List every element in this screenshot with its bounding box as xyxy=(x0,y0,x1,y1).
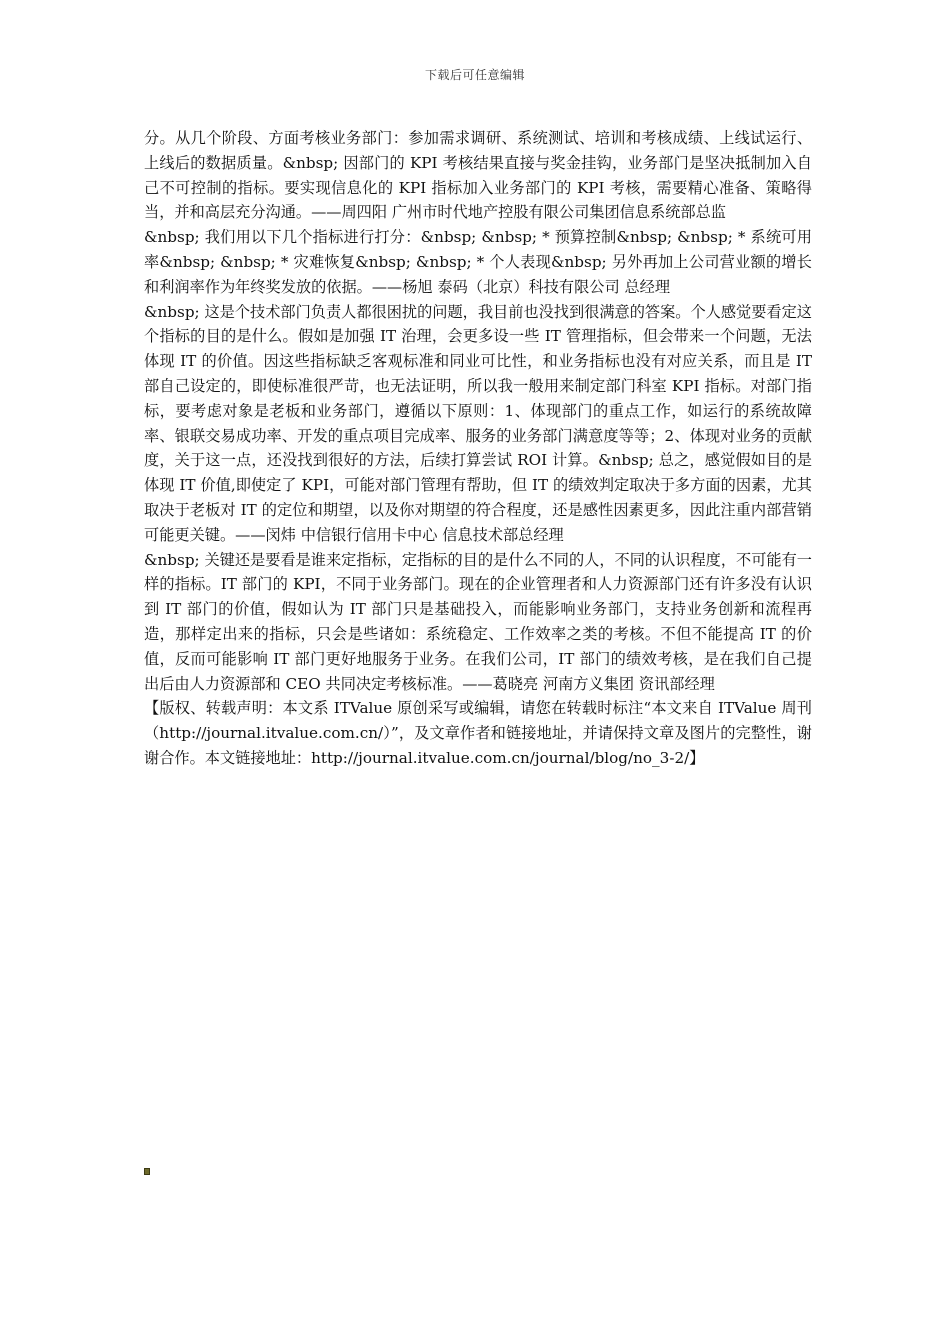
paragraph-yang-xu: &nbsp; 我们用以下几个指标进行打分：&nbsp; &nbsp; * 预算控制&nbsp; &nbsp; * 系统可用率&nbsp; &nbsp; * 灾难恢复&nbsp; &nbsp; * 个人表现&nbsp; 另外再加上公司营业额的增长和利润率作为年终奖发放的依据。——杨旭 泰码（北京）科技有限公司 总经理 xyxy=(144,228,812,296)
paragraph-min-wei: &nbsp; 这是个技术部门负责人都很困扰的问题，我目前也没找到很满意的答案。个人感觉要看定这个指标的目的是什么。假如是加强 IT 治理，会更多设一些 IT 管理指标，但会带来一个问题，无法体现 IT 的价值。因这些指标缺乏客观标准和同业可比性，和业务指标也没有对应关系，而且是 IT 部自己设定的，即使标准很严苛，也无法证明，所以我一般用来制定部门科室 KPI 指标。对部门指标，要考虑对象是老板和业务部门，遵循以下原则：1、体现部门的重点工作，如运行的系统故障率、银联交易成功率、开发的重点项目完成率、服务的业务部门满意度等等；2、体现对业务的贡献度，关于这一点，还没找到很好的方法，后续打算尝试 ROI 计算。&nbsp; 总之，感觉假如目的是体现 IT 价值,即使定了 KPI，可能对部门管理有帮助，但 IT 的绩效判定取决于多方面的因素，尤其取决于老板对 IT 的定位和期望，以及你对期望的符合程度，还是感性因素更多，因此注重内部营销可能更关键。——闵炜 中信银行信用卡中心 信息技术部总经理 xyxy=(144,302,812,544)
paragraph-ge-xiaoliang: &nbsp; 关键还是要看是谁来定指标，定指标的目的是什么不同的人，不同的认识程度，不可能有一样的指标。IT 部门的 KPI，不同于业务部门。现在的企业管理者和人力资源部门还有许多没有认识到 IT 部门的价值，假如认为 IT 部门只是基础投入，而能影响业务部门，支持业务创新和流程再造，那样定出来的指标，只会是些诸如：系统稳定、工作效率之类的考核。不但不能提高 IT 的价值，反而可能影响 IT 部门更好地服务于业务。在我们公司，IT 部门的绩效考核，是在我们自己提出后由人力资源部和 CEO 共同决定考核标准。——葛晓亮 河南方义集团 资讯部经理 xyxy=(144,550,812,693)
small-square-icon xyxy=(144,1168,150,1175)
article-body xyxy=(144,126,812,771)
page-header: 下载后可任意编辑 xyxy=(424,68,525,82)
paragraph-zhou-siyang: 分。从几个阶段、方面考核业务部门：参加需求调研、系统测试、培训和考核成绩、上线试运行、上线后的数据质量。&nbsp; 因部门的 KPI 考核结果直接与奖金挂钩，业务部门是坚决抵制加入自己不可控制的指标。要实现信息化的 KPI 指标加入业务部门的 KPI 考核，需要精心准备、策略得当，并和高层充分沟通。——周四阳 广州市时代地产控股有限公司集团信息系统部总监 xyxy=(144,129,812,222)
copyright-notice: 【版权、转载声明：本文系 ITValue 原创采写或编辑，请您在转载时标注“本文来自 ITValue 周刊（http://journal.itvalue.com.cn/）”，及文章作者和链接地址，并请保持文章及图片的完整性，谢谢合作。本文链接地址：http://journal.itvalue.com.cn/journal/blog/no_3-2/】 xyxy=(144,699,812,767)
